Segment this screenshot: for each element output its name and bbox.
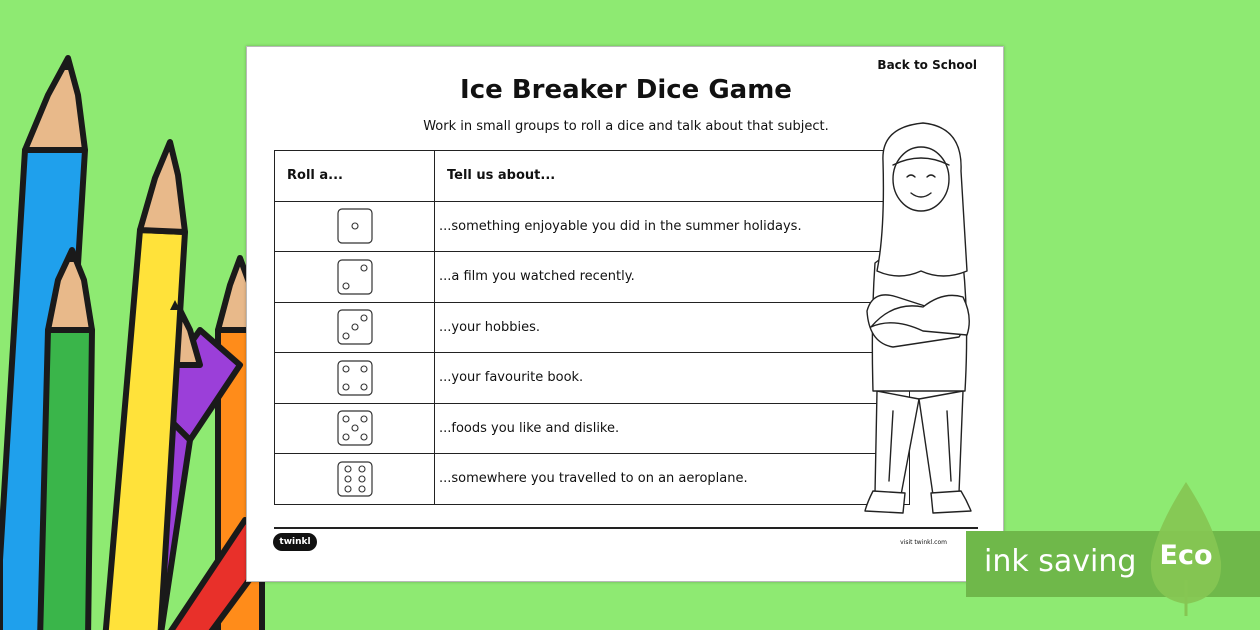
table-row [275,454,910,505]
prompt-text: ...a film you watched recently. [435,252,910,303]
table-row [275,252,910,303]
die-two-icon [336,258,374,296]
eco-label: Eco [1159,540,1213,571]
die-cell [275,201,435,252]
die-four-icon [336,359,374,397]
header-roll: Roll a... [275,151,435,202]
worksheet [246,46,1004,582]
die-cell [275,403,435,454]
header-tell: Tell us about... [435,151,910,202]
die-six-icon [336,460,374,498]
prompt-text: ...foods you like and dislike. [435,403,910,454]
prompt-text: ...something enjoyable you did in the summer holidays. [435,201,910,252]
die-cell [275,302,435,353]
girl-illustration [863,121,983,523]
die-one-icon [336,207,374,245]
dice-table [274,150,910,505]
worksheet-title: Ice Breaker Dice Game [460,75,792,105]
table-row [275,403,910,454]
prompt-text: ...your favourite book. [435,353,910,404]
worksheet-subtitle: Work in small groups to roll a dice and talk about that subject. [423,119,829,134]
footer-divider [274,527,978,529]
die-cell [275,353,435,404]
topic-label: Back to School [877,58,977,72]
die-cell [275,454,435,505]
twinkl-logo: twinkl [273,533,317,551]
table-row [275,201,910,252]
die-cell [275,252,435,303]
die-five-icon [336,409,374,447]
visit-link-text: visit twinkl.com [900,539,947,546]
ink-saving-label: ink saving [984,544,1137,579]
die-three-icon [336,308,374,346]
table-header-row [275,151,910,202]
prompt-text: ...your hobbies. [435,302,910,353]
prompt-text: ...somewhere you travelled to on an aeroplane. [435,454,910,505]
table-row [275,353,910,404]
table-row [275,302,910,353]
